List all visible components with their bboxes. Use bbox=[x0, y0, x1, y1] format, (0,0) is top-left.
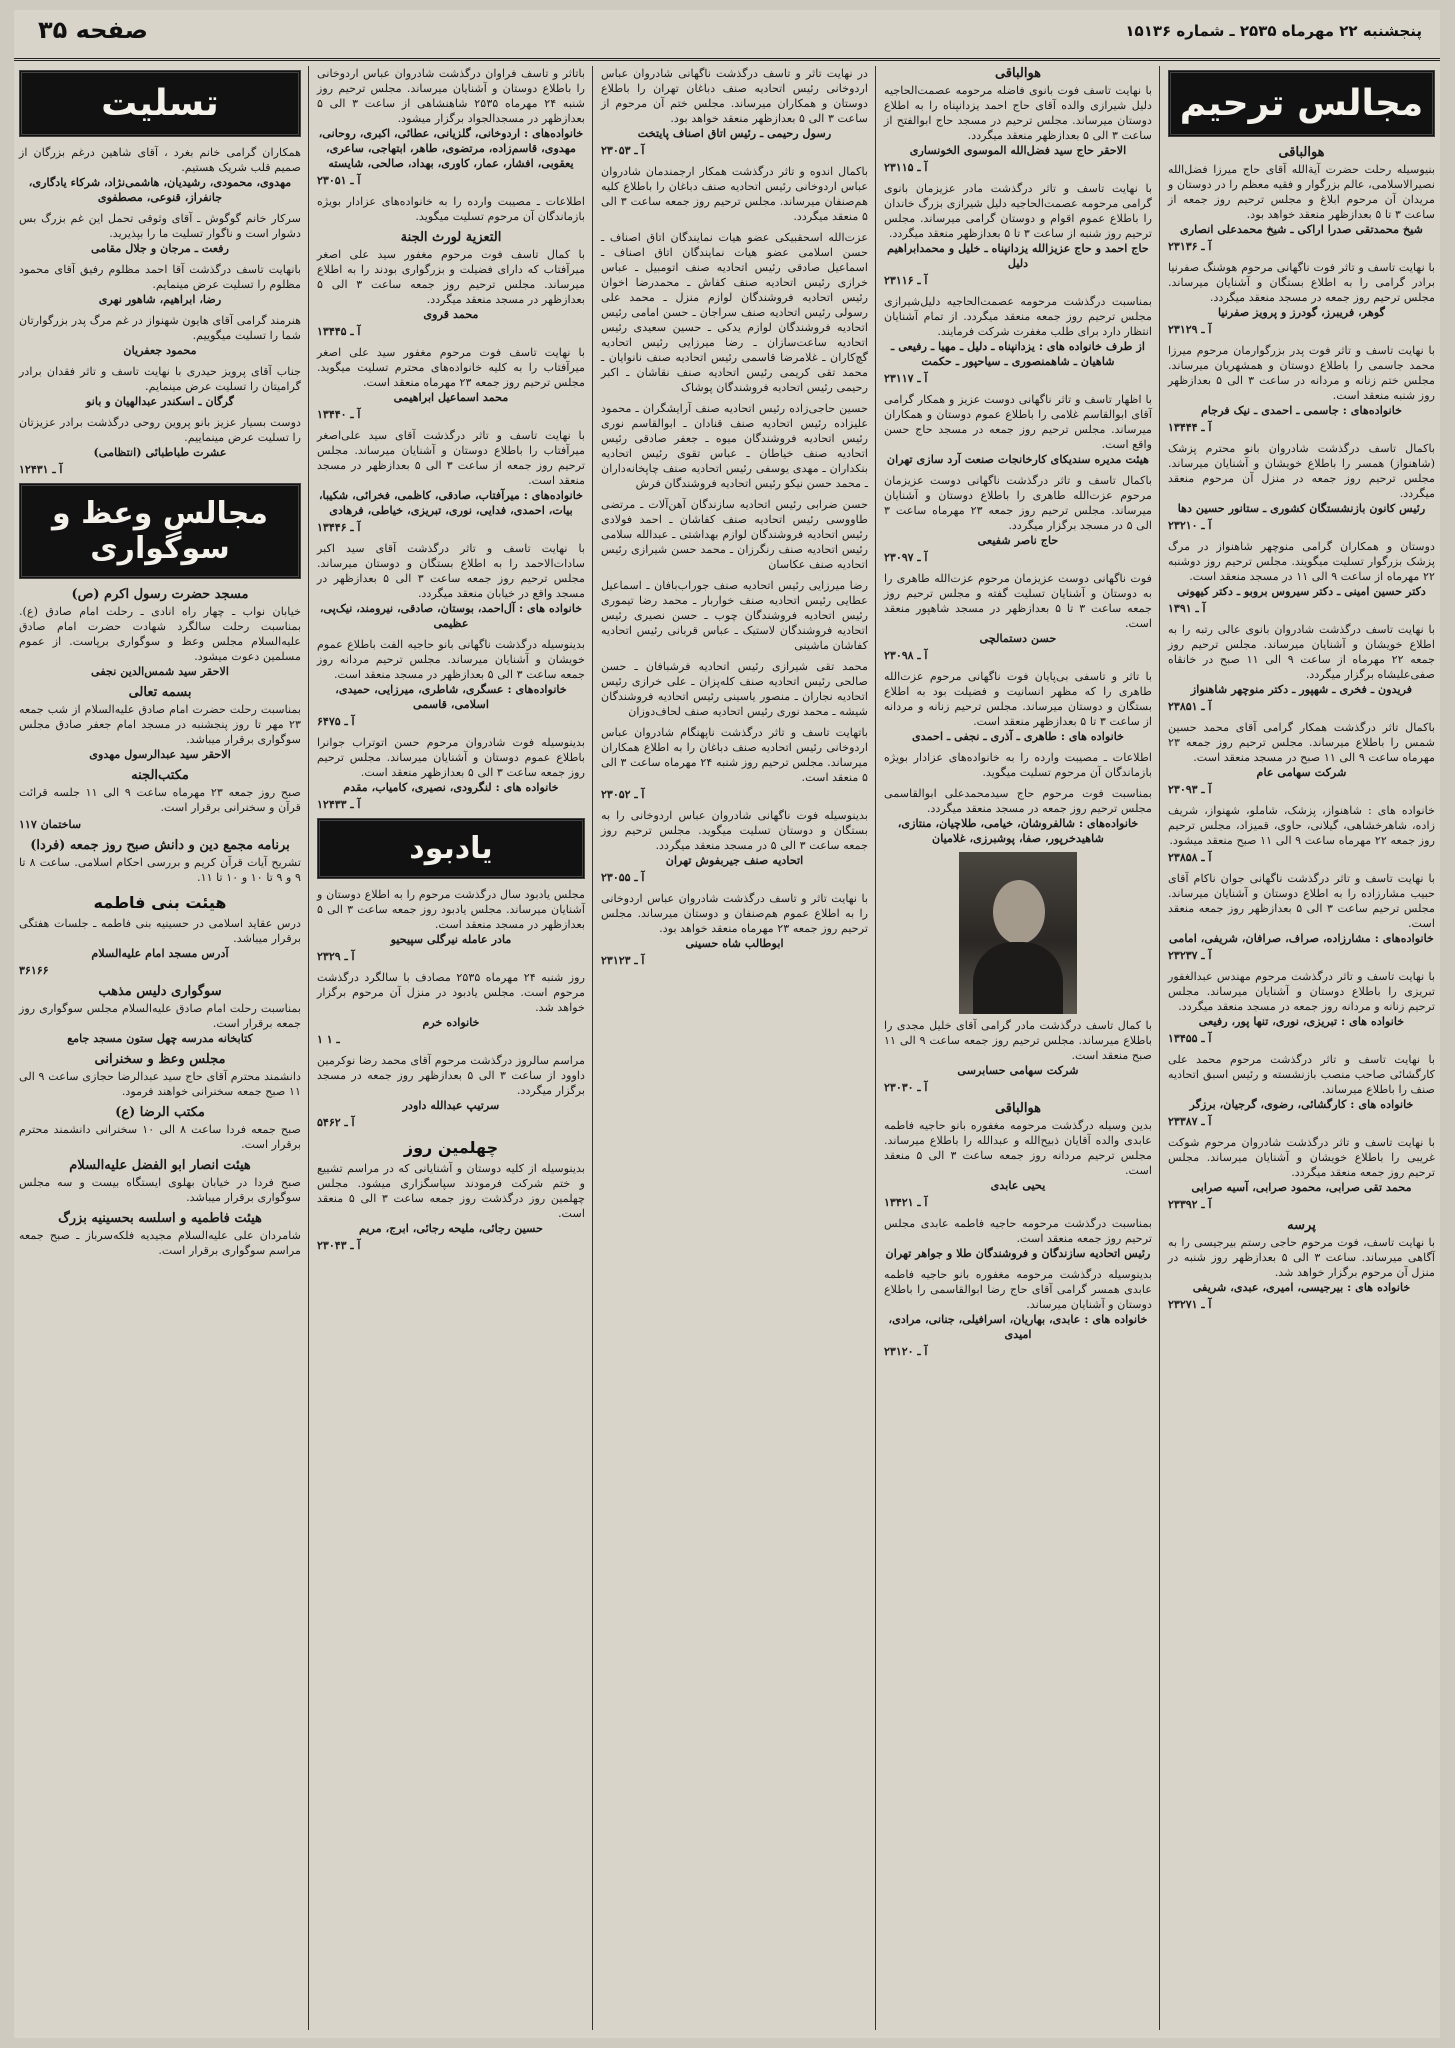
notice-block bbox=[1168, 539, 1435, 616]
notice-code: آ ـ ۲۳۱۱۵ bbox=[884, 161, 928, 174]
notice-signature: خانواده های : بیرجیسی، امیری، عبدی، شریفی bbox=[1192, 1280, 1411, 1294]
notice-signature: گرگان ـ اسکندر عبدالهیان و بانو bbox=[86, 394, 234, 408]
notice-title: التعزیة لورث الجنة bbox=[400, 230, 502, 245]
notice-text: بنیوسیله رحلت حضرت آیةالله آقای حاج میرزا فضل‌الله نصیرالاسلامی، عالم بزرگوار و فقیه معظم را در دوستان و مریدان آن مرحوم ابلاغ و مجلس ترحیم روز جمعه از ساعت ۳ تا ۵ بعدازظهر منعقد خواهد بود. bbox=[1168, 163, 1435, 221]
notice-text: محمد تقی شیرازی رئیس اتحادیه فرشبافان ـ حسن صالحی رئیس اتحادیه صنف کله‌پزان ـ علی خرازی رئیس اتحادیه نجاران ـ منصور یاسینی رئیس اتحادیه فروشندگان شیشه ـ محمد نوری رئیس اتحادیه صنف لحاف‌دوزان bbox=[601, 660, 868, 718]
notice-text: با نهایت تاسف و تاثر درگذشت آقای سید علی‌اصغر میرآفتاب را باطلاع دوستان و آشنایان میرساند. مجلس ترحیم روز جمعه از ساعت ۳ الی ۵ بعدازظهر در مسجد منعقد است. bbox=[317, 429, 585, 487]
notice-block bbox=[601, 230, 868, 395]
notice-title: هوالباقی bbox=[994, 66, 1042, 81]
notice-text: بمناسبت رحلت امام صادق علیه‌السلام مجلس سوگواری روز جمعه برقرار است. bbox=[19, 1002, 301, 1030]
notice-signature: محمود جعفریان bbox=[123, 343, 197, 357]
notice-signature: دکتر حسین امینی ـ دکتر سیروس بروبو ـ دکتر کیهونی bbox=[1177, 584, 1426, 598]
notice-text: بدینوسیله درگذشت ناگهانی بانو حاجیه الفت باطلاع عموم خویشان و آشنایان میرساند. مجلس ترحیم مردانه روز جمعه ساعت ۳ الی ۵ بعدازظهر در مسجد منعقد است. bbox=[317, 638, 585, 681]
notice-text: با نهایت تاسف فوت بانوی فاضله مرحومه عصمت‌الحاجیه دلیل شیرازی والده آقای حاج احمد یزدانپناه را به اطلاع دوستان میرساند. مجلس ترحیم در مسجد حاج ابوالفتح از ساعت ۳ الی ۵ بعدازظهر منعقد میگردد. bbox=[884, 84, 1152, 142]
notice-block bbox=[1168, 720, 1435, 797]
notice-block bbox=[884, 1018, 1152, 1095]
notice-block bbox=[884, 1216, 1152, 1261]
notice-title: بسمه تعالی bbox=[128, 685, 192, 700]
section-banner-tarhim: مجالس ترحیم bbox=[1168, 70, 1435, 137]
notice-text: با اظهار تاسف و تاثر ناگهانی دوست عزیز و همکار گرامی آقای ابوالقاسم غلامی را باطلاع عموم دوستان و همکاران میرساند. مجلس ترحیم روز جمعه در مسجد حاج حسن واقع است. bbox=[884, 393, 1152, 451]
notice-code: آ ـ ۱۳۴۵۵ bbox=[1168, 1032, 1212, 1045]
notice-block bbox=[19, 262, 301, 307]
notice-signature: محمد قروی bbox=[423, 307, 479, 321]
notice-code: آ ـ ۲۳۲۹ bbox=[317, 950, 355, 963]
notice-code: آ ـ ۲۳۰۳۰ bbox=[884, 1081, 928, 1094]
notice-signature: الاحقر حاج سید فضل‌الله الموسوی الخونساری bbox=[909, 143, 1127, 157]
notice-code: آ ـ ۲۳۰۵۳ bbox=[601, 144, 645, 157]
notice-block bbox=[601, 497, 868, 572]
notice-text: مجلس یادبود سال درگذشت مرحوم را به اطلاع دوستان و آشنایان میرساند. مجلس یادبود روز جمعه ساعت ۳ الی ۵ بعدازظهر در مسجد منعقد است. bbox=[317, 888, 585, 931]
page-header bbox=[14, 10, 1440, 61]
notice-block bbox=[601, 659, 868, 719]
notice-signature: یحیی عابدی bbox=[990, 1178, 1046, 1192]
notice-title: هیئت فاطمیه و اسلسه بحسینیه بزرگ bbox=[58, 1211, 262, 1226]
notice-block bbox=[1168, 622, 1435, 714]
notice-block bbox=[19, 1158, 301, 1205]
notice-block bbox=[317, 887, 585, 964]
notice-block bbox=[601, 725, 868, 802]
notice-code: آ ـ ۲۳۱۲۹ bbox=[1168, 323, 1212, 336]
notice-block bbox=[317, 1161, 585, 1253]
notice-title: مکتب‌الجنه bbox=[131, 768, 189, 783]
notice-code: آ ـ ۲۳۲۷۱ bbox=[1168, 1298, 1212, 1311]
notice-text: با نهایت تاسف و تاثر درگذشت شادروان مرحوم شوکت غریبی را باطلاع خویشان و آشنایان میرساند. مجلس ترحیم روز جمعه منعقد میگردد. bbox=[1168, 1136, 1435, 1179]
notice-text: دوستان و همکاران گرامی منوچهر شاهنواز در مرگ پزشک بزرگوار تسلیت میگویند. مجلس ترحیم روز دوشنبه ۲۲ مهرماه از ساعت ۹ الی ۱۱ در مسجد منعقد است. bbox=[1168, 540, 1435, 583]
notice-text: باکمال تاسف و تاثر درگذشت ناگهانی دوست عزیزمان مرحوم عزت‌الله طاهری را باطلاع دوستان و آشنایان میرساند. مجلس ترحیم روز جمعه ۲۳ مهرماه ساعت ۳ الی ۵ در مسجد برگزار میگردد. bbox=[884, 474, 1152, 532]
notice-code: آ ـ ۶۴۷۵ bbox=[317, 715, 355, 728]
notice-text: باتاثر و تاسف فراوان درگذشت شادروان عباس اردوخانی را باطلاع دوستان و آشنایان میرساند. مجلس ترحیم روز شنبه ۲۴ مهرماه ۲۵۳۵ شاهنشاهی از ساعت ۳ الی ۵ بعدازظهر در مسجدالجواد برگزار میشود. bbox=[317, 67, 585, 125]
notice-signature: حسین رجائی، ملیحه رجائی، ابرج، مریم bbox=[358, 1221, 544, 1235]
notice-signature: رضا، ابراهیم، شاهور نهری bbox=[98, 292, 222, 306]
notice-text: صبح روز جمعه ۲۳ مهرماه ساعت ۹ الی ۱۱ جلسه قرائت قرآن و سخنرانی برقرار است. bbox=[19, 786, 301, 814]
notice-signature: خانواده‌های : جاسمی ـ احمدی ـ نیک فرجام bbox=[1200, 403, 1403, 417]
notice-text: در نهایت تاثر و تاسف درگذشت ناگهانی شادروان عباس اردوخانی رئیس اتحادیه صنف دباغان تهران را باطلاع دوستان و همکاران میرساند. مجلس ختم آن مرحوم از ساعت ۳ الی ۵ بعدازظهر منعقد خواهد بود. bbox=[601, 67, 868, 125]
notice-text: جناب آقای پرویز حیدری با نهایت تاسف و تاثر فقدان برادر گرامیتان را تسلیت عرض مینمایم. bbox=[19, 365, 301, 393]
section-banner-yadbud: یادبود bbox=[317, 818, 585, 879]
notice-signature: محمد تقی صرابی، محمود صرابی، آسیه صرابی bbox=[1191, 1180, 1412, 1194]
notice-signature: کتابخانه مدرسه چهل ستون مسجد جامع bbox=[67, 1031, 253, 1045]
section-heading-chehelom: چهلمین روز bbox=[403, 1138, 499, 1157]
notice-signature: رفعت ـ مرجان و جلال مقامی bbox=[90, 241, 230, 255]
notice-text: صبح جمعه فردا ساعت ۸ الی ۱۰ سخنرانی دانشمند محترم برقرار است. bbox=[19, 1123, 302, 1151]
notice-text: درس عقاید اسلامی در حسینیه بنی فاطمه ـ جلسات هفتگی برقرار میباشد. bbox=[19, 917, 301, 945]
notice-text: با نهایت تاثر و تاسف درگذشت شادروان عباس اردوخانی را به اطلاع عموم هم‌صنفان و دوستان میرساند. مجلس ترحیم روز جمعه ۲۳ مهرماه منعقد خواهد بود. bbox=[601, 892, 868, 935]
notice-code: آ ـ ۱۳۴۴۶ bbox=[317, 521, 361, 534]
notice-text: بمناسبت فوت مرحوم حاج سیدمحمدعلی ابوالقاسمی مجلس ترحیم روز جمعه در مسجد منعقد میگردد. bbox=[884, 787, 1152, 815]
notice-block bbox=[1168, 260, 1435, 337]
notice-block bbox=[19, 685, 301, 762]
notice-signature: شرکت سهامی حسابرسی bbox=[957, 1063, 1079, 1077]
notice-block bbox=[601, 808, 868, 885]
notice-signature: حسن دستمالچی bbox=[979, 631, 1057, 645]
notice-block bbox=[884, 392, 1152, 467]
notice-signature: خانواده‌های : مشارزاده، صراف، صرافان، شریفی، امامی bbox=[1169, 931, 1434, 945]
notice-code: آ ـ ۲۳۸۵۸ bbox=[1168, 851, 1212, 864]
notice-block bbox=[19, 1211, 301, 1258]
notice-text: با نهایت تاسف و تاثر درگذشت آقای سید اکبر سادات‌الاحمد را به اطلاع بستگان و دوستان میرساند. مجلس ترحیم روز جمعه ساعت ۳ الی ۵ بعدازظهر در مسجد واقع در خیابان منعقد میگردد. bbox=[317, 542, 585, 600]
notice-text: با نهایت تاسف و تاثر درگذشت مرحوم مهندس عبدالغفور تبریزی را باطلاع دوستان و آشنایان میرساند. مجلس ترحیم زنانه و مردانه روز جمعه در مسجد منعقد میگردد. bbox=[1168, 970, 1435, 1013]
notice-signature: خانواده های : آل‌احمد، بوستان، صادقی، نیرومند، نیک‌پی، عظیمی bbox=[319, 601, 583, 630]
notice-text: دوست بسیار عزیز بانو پروین روحی درگذشت برادر عزیزتان را تسلیت عرض مینماییم. bbox=[19, 416, 301, 444]
notice-text: با نهایت تاسف، فوت مرحوم حاجی رستم بیرجیسی را به آگاهی میرساند. ساعت ۳ الی ۵ بعدازظهر روز شنبه در منزل آن مرحوم برگزار خواهد شد. bbox=[1168, 1236, 1435, 1279]
notice-code: ساختمان ۱۱۷ bbox=[19, 818, 82, 831]
notice-block bbox=[601, 164, 868, 224]
notice-text: حسین حاجی‌زاده رئیس اتحادیه صنف آرایشگران ـ محمود علیزاده رئیس اتحادیه صنف قنادان ـ ابوالقاسم نوری رئیس اتحادیه فروشندگان میوه ـ جعفر صادقی رئیس اتحادیه صنف خیاطان ـ عباس تقوی رئیس اتحادیه بنکداران ـ مهدی یوسفی رئیس اتحادیه صنف چاپخانه‌داران ـ محمد حسن نیکو رئیس اتحادیه فروشندگان فرش bbox=[601, 402, 868, 490]
notice-title: هیئت انصار ابو الفضل علیه‌السلام bbox=[69, 1158, 251, 1173]
notice-text: با نهایت تاسف و تاثر درگذشت ناگهانی جوان ناکام آقای حبیب مشارزاده را به اطلاع دوستان و آشنایان میرساند. مجلس ترحیم ساعت ۳ الی ۵ بعدازظهر روز جمعه منعقد است. bbox=[1168, 872, 1435, 930]
notice-block bbox=[317, 541, 585, 631]
notice-text: بدینوسیله فوت شادروان مرحوم حسن اتوتراب جوانرا باطلاع عموم دوستان و آشنایان میرساند. مجلس ترحیم روز جمعه ساعت ۳ الی ۵ بعدازظهر منعقد است. bbox=[317, 736, 585, 779]
notice-code: آ ـ ۲۳۲۱۰ bbox=[1168, 519, 1212, 532]
notice-block bbox=[317, 428, 585, 535]
notice-block bbox=[884, 571, 1152, 663]
notice-code: آ ـ ۱۲۴۳۱ bbox=[19, 463, 63, 476]
notice-text: سرکار خانم گوگوش ـ آقای وثوقی تحمل این غم بزرگ بس دشوار است و ناگوار تسلیت ما را بپذیرید. bbox=[19, 212, 301, 240]
notice-block bbox=[1168, 1135, 1435, 1212]
notice-block bbox=[1168, 803, 1435, 865]
notice-signature: خانواده های : تبریزی، نوری، تنها پور، رفیعی bbox=[1198, 1014, 1405, 1028]
notice-code: آ ـ ۲۳۰۵۱ bbox=[317, 174, 361, 187]
notice-block bbox=[884, 66, 1152, 175]
notice-block bbox=[884, 1101, 1152, 1210]
notice-signature: خانواده‌های : میرآفتاب، صادقی، کاظمی، فخرائی، شکیبا، بیات، احمدی، فدایی، نوری، تبریزی، خیاطی، فرهادی bbox=[318, 488, 584, 517]
notice-signature: خانواده های : عابدی، بهاریان، اسرافیلی، جنانی، مرادی، امیدی bbox=[888, 1312, 1148, 1341]
notice-code: آ ـ ۵۴۶۲ bbox=[317, 1116, 355, 1129]
notice-code: آ ـ ۲۳۰۴۳ bbox=[317, 1239, 361, 1252]
notice-signature: عشرت طباطبائی (انتظامی) bbox=[93, 445, 227, 459]
notice-block bbox=[1168, 145, 1435, 254]
notice-text: بمناسبت درگذشت مرحومه عصمت‌الحاجیه دلیل‌شیرازی مجلس ترحیم روز جمعه منعقد میگردد. از تمام آشنایان انتظار دارد برای طلب مغفرت شرکت فرمایند. bbox=[884, 295, 1152, 338]
notice-text: رضا میرزایی رئیس اتحادیه صنف جوراب‌بافان ـ اسماعیل عطایی رئیس اتحادیه صنف خواربار ـ محمد رضا تیموری رئیس اتحادیه فروشندگان چوب ـ حسن نصیری رئیس اتحادیه فروشندگان لاستیک ـ عباس قربانی رئیس اتحادیه کفاشان ماشینی bbox=[601, 579, 868, 652]
notice-signature: رسول رحیمی ـ رئیس اتاق اصناف پایتخت bbox=[637, 126, 832, 140]
notice-title: پرسه bbox=[1287, 1218, 1316, 1233]
notice-signature: رئیس اتحادیه سازندگان و فروشندگان طلا و جواهر تهران bbox=[885, 1246, 1151, 1260]
notice-block bbox=[884, 1267, 1152, 1359]
notice-block bbox=[19, 838, 301, 885]
notice-signature: فریدون ـ فخری ـ شهپور ـ دکتر منوچهر شاهنواز bbox=[1190, 682, 1413, 696]
page-number: صفحه ۳۵ bbox=[38, 16, 148, 44]
notice-code: آ ـ ۲۳۳۸۷ bbox=[1168, 1115, 1212, 1128]
notice-block bbox=[19, 1105, 301, 1152]
column-2 bbox=[879, 66, 1157, 2030]
notice-block bbox=[1168, 871, 1435, 963]
notice-signature: خانواده های : کارگشائی، رضوی، گرجیان، برزگر bbox=[1189, 1097, 1414, 1111]
notice-block bbox=[19, 916, 301, 978]
notice-block bbox=[317, 345, 585, 422]
notice-text: با نهایت تاسف و تاثر درگذشت مرحوم محمد علی کارگشائی صاحب منصب بازنشسته و رئیس اسبق اتحادیه صنف را باطلاع میرساند. bbox=[1168, 1053, 1435, 1096]
notice-text: بدینوسیله از کلیه دوستان و آشنایانی که در مراسم تشییع و ختم شرکت فرمودند سپاسگزاری میشود. مجلس چهلمین روز درگذشت روز جمعه ساعت ۳ الی ۵ منعقد است. bbox=[317, 1162, 585, 1220]
notice-block bbox=[601, 401, 868, 491]
notice-code: ۳۶۱۶۶ bbox=[19, 964, 49, 977]
section-banner-vaz: مجالس وعظ و سوگواری bbox=[19, 483, 301, 579]
notice-signature: خانواده های : لنگرودی، نصیری، کامیاب، مقدم bbox=[343, 780, 559, 794]
notice-text: هنرمند گرامی آقای هایون شهنواز در غم مرگ پدر بزرگوارتان شما را تسلیت میگوییم. bbox=[19, 314, 301, 342]
issue-date: پنجشنبه ۲۲ مهرماه ۲۵۳۵ ـ شماره ۱۵۱۳۶ bbox=[1125, 22, 1422, 40]
notice-block bbox=[19, 415, 301, 477]
notice-code: آ ـ ۲۳۰۹۷ bbox=[884, 551, 928, 564]
notice-text: بدین وسیله درگذشت مرحومه مغفوره بانو حاجیه فاطمه عابدی والده آقایان ذبیح‌الله و عبدالله را باطلاع میرساند. مجلس ترحیم مردانه روز جمعه ساعت ۳ الی ۵ منعقد است. bbox=[884, 1119, 1152, 1177]
notice-signature: خانواده خرم bbox=[422, 1015, 480, 1029]
notice-block bbox=[19, 211, 301, 256]
notice-block bbox=[317, 194, 585, 224]
notice-block bbox=[317, 66, 585, 188]
notice-text: شامردان علی علیه‌السلام مجیدیه فلکه‌سرباز ـ صبح جمعه مراسم سوگواری برقرار است. bbox=[19, 1229, 301, 1257]
notice-block bbox=[1168, 441, 1435, 533]
notice-signature: گوهر، فریبرز، گودرز و پرویز صفرنیا bbox=[1218, 305, 1385, 319]
notice-block bbox=[1168, 969, 1435, 1046]
notice-code: آ ـ ۱۳۴۴۰ bbox=[317, 408, 361, 421]
notice-text: بدینوسیله فوت ناگهانی شادروان عباس اردوخانی را به بستگان و دوستان تسلیت میگوید. مجلس ترحیم روز جمعه ساعت ۳ الی ۵ در مسجد منعقد میگردد. bbox=[601, 809, 868, 852]
notice-signature: حاج ناصر شفیعی bbox=[977, 533, 1059, 547]
notice-code: آ ـ ۲۳۰۵۲ bbox=[601, 788, 645, 801]
notice-block bbox=[317, 230, 585, 339]
notice-block bbox=[19, 145, 301, 205]
column-1 bbox=[1163, 66, 1440, 2030]
notice-text: با نهایت تاسف فوت مرحوم مغفور سید علی اصغر میرآفتاب را به کلیه خانواده‌های محترم تسلیت میگوید. مجلس ترحیم روز جمعه ۲۳ مهرماه منعقد است. bbox=[317, 346, 585, 389]
notice-signature: خانواده‌های : اردوخانی، گلزیانی، عطائی، اکبری، روحانی، مهدوی، قاسم‌زاده، مرتضوی، طاهر، ابتهاجی، ساعری، یعقوبی، افشار، عمار، کاوری، بهداد، صالحی، شایسته bbox=[318, 126, 584, 170]
notice-block bbox=[884, 669, 1152, 744]
notice-block bbox=[317, 637, 585, 729]
notice-text: باکمال تاسف درگذشت شادروان بانو محترم پزشک (شاهنواز) همسر را باطلاع خویشان و آشنایان میرساند. مجلس ترحیم روز جمعه در منزل آن مرحوم منعقد میگردد. bbox=[1168, 442, 1435, 500]
notice-signature: مادر عامله نیرگلی سپیحیو bbox=[390, 932, 512, 946]
column-5 bbox=[14, 66, 306, 2030]
notice-code: آ ـ ۲۳۱۱۷ bbox=[884, 372, 928, 385]
notice-block bbox=[884, 750, 1152, 780]
notice-block bbox=[884, 181, 1152, 288]
notice-signature: سرتیپ عبدالله داودر bbox=[402, 1098, 500, 1112]
notice-block bbox=[19, 364, 301, 409]
notice-block bbox=[884, 294, 1152, 386]
notice-text: باتهایت تاسف و تاثر درگذشت ناپهنگام شادروان عباس اردوخانی رئیس اتحادیه صنف دباغان را به اطلاع همکاران میرساند. مجلس ترحیم روز شنبه ۲۴ مهرماه ساعت ۳ الی ۵ منعقد است. bbox=[601, 726, 869, 784]
portrait-photo bbox=[959, 852, 1077, 1014]
notice-block bbox=[19, 984, 301, 1046]
notice-text: با نهایت تاسف درگذشت شادروان بانوی عالی رتبه را به اطلاع خویشان و آشنایان میرساند. مجلس ترحیم روز جمعه ۲۲ مهرماه از ساعت ۹ الی ۱۱ صبح در خانقاه صفی‌علیشاه برگزار میگردد. bbox=[1168, 623, 1435, 681]
notice-code: ۱ ـ ۱ bbox=[317, 1033, 340, 1046]
notice-block bbox=[1168, 1052, 1435, 1129]
notice-signature: آدرس مسجد امام علیه‌السلام bbox=[91, 946, 229, 960]
notice-text: همکاران گرامی خانم بغرد ، آقای شاهین درغم بزرگان از صمیم قلب شریک هستیم. bbox=[19, 146, 301, 174]
notice-code: آ ـ ۲۳۱۱۶ bbox=[884, 274, 928, 287]
notice-block bbox=[19, 313, 301, 358]
newspaper-page bbox=[14, 10, 1440, 2038]
notice-text: خانواده های : شاهنواز، پزشک، شاملو، شهنواز، شریف زاده، شاهرخشاهی، گیلانی، حاوی، قمیزاد، مجلس ترحیم روز جمعه ۲۲ مهرماه ساعت ۹ الی ۱۱ صبح منعقد میشود. bbox=[1168, 804, 1435, 847]
notice-signature: الاحقر سید عبدالرسول مهدوی bbox=[89, 747, 231, 761]
notice-code: آ ـ ۲۳۳۹۲ bbox=[1168, 1198, 1212, 1211]
notice-text: فوت ناگهانی دوست عزیزمان مرحوم عزت‌الله طاهری را به دوستان و آشنایان تسلیت گفته و مجلس ترحیم روز جمعه ساعت ۳ تا ۵ بعدازظهر در مسجد شاهپور منعقد است. bbox=[884, 572, 1152, 630]
notice-text: با تاثر و تاسفی بی‌پایان فوت ناگهانی مرحوم عزت‌الله طاهری را که مظهر انسانیت و فضیلت بود به اطلاع بستگان و دوستان میرساند. مجلس ترحیم زنانه و مردانه از ساعت ۳ تا ۵ بعدازظهر منعقد است. bbox=[884, 670, 1152, 728]
notice-text: بمناسبت درگذشت مرحومه حاجیه فاطمه عابدی مجلس ترحیم روز جمعه منعقد است. bbox=[884, 1217, 1152, 1245]
notice-block bbox=[317, 735, 585, 812]
notice-signature: حاج احمد و حاج عزیزالله یزدانپناه ـ خلیل و محمدابراهیم دلیل bbox=[887, 241, 1149, 270]
notice-code: آ ـ ۱۳۴۴۴ bbox=[1168, 421, 1212, 434]
notice-text: با نهایت تاسف و تاثر درگذشت مادر عزیزمان بانوی گرامی مرحومه عصمت‌الحاجیه دلیل شیرازی بزرگ خاندان را باطلاع عموم اقوام و دوستان گرامی میرساند. مجلس ترحیم روز شنبه از ساعت ۳ تا ۵ بعدازظهر منعقد میگردد. bbox=[884, 182, 1152, 240]
notice-block bbox=[601, 66, 868, 158]
notice-title: مجلس وعظ و سخنرانی bbox=[94, 1052, 226, 1067]
notice-block bbox=[884, 786, 1152, 846]
column-4 bbox=[312, 66, 590, 2030]
notice-code: آ ـ ۲۳۰۹۸ bbox=[884, 649, 928, 662]
notice-signature: هیئت مدیره سندیکای کارخانجات صنعت آرد سازی تهران bbox=[886, 452, 1150, 466]
notice-signature: از طرف خانواده های : یزدانپناه ـ دلیل ـ مهیا ـ رفیعی ـ شاهیان ـ شاهمنصوری ـ سیاحپور ـ حکمت bbox=[891, 339, 1145, 368]
notice-signature: مهدوی، محمودی، رشیدیان، هاشمی‌نژاد، شرکاء یادگاری، جانفراز، قنوعی، مصطفوی bbox=[28, 175, 292, 204]
notice-signature: شیخ محمدتقی صدرا اراکی ـ شیخ محمدعلی انصاری bbox=[1179, 222, 1424, 236]
notice-title: مکتب الرضا (ع) bbox=[115, 1105, 205, 1120]
notice-text: باکمال اندوه و تاثر درگذشت همکار ارجمندمان شادروان عباس اردوخانی رئیس اتحادیه صنف دباغان را باطلاع کلیه هم‌صنفان میرساند. مجلس ترحیم روز جمعه ساعت ۳ الی ۵ منعقد میگردد. bbox=[601, 165, 868, 223]
notice-code: آ ـ ۲۳۱۲۳ bbox=[601, 954, 645, 967]
notice-block bbox=[317, 970, 585, 1047]
notice-code: آ ـ ۲۳۲۳۷ bbox=[1168, 949, 1212, 962]
notice-text: با کمال تاسف فوت مرحوم مغفور سید علی اصغر میرآفتاب که دارای فضیلت و بزرگواری بودند را به اطلاع میرساند. مجلس ترحیم روز جمعه ساعت ۳ الی ۵ بعدازظهر در مسجد منعقد میگردد. bbox=[317, 248, 585, 306]
notice-text: بدینوسیله درگذشت مرحومه مغفوره بانو حاجیه فاطمه عابدی همسر گرامی آقای حاج رضا ابوالقاسمی را باطلاع دوستان و آشنایان میرساند. bbox=[884, 1268, 1152, 1311]
notice-block bbox=[601, 891, 868, 968]
notice-text: دانشمند محترم آقای حاج سید عبدالرضا حجازی ساعت ۹ الی ۱۱ صبح جمعه سخنرانی خواهند فرمود. bbox=[19, 1070, 302, 1098]
notice-code: آ ـ ۲۳۱۳۶ bbox=[1168, 240, 1212, 253]
column-3 bbox=[596, 66, 873, 2030]
notice-text: بمناسبت رحلت حضرت امام صادق علیه‌السلام از شب جمعه ۲۳ مهر تا روز پنجشنبه در مسجد امام جعفر صادق مجلس سوگواری برقرار میباشد. bbox=[19, 703, 301, 746]
notice-text: اطلاعات ـ مصیبت وارده را به خانواده‌های عزادار بویژه بازماندگان آن مرحوم تسلیت میگوید. bbox=[317, 195, 585, 223]
notice-signature: شرکت سهامی عام bbox=[1256, 765, 1347, 779]
notice-signature: خانواده‌های : عسگری، شاطری، میرزایی، حمیدی، اسلامی، قاسمی bbox=[335, 682, 567, 711]
notice-signature: رئیس کانون بازنشستگان کشوری ـ ستانور حسین دها bbox=[1177, 501, 1426, 515]
notice-block bbox=[19, 1052, 301, 1099]
notice-signature: الاحقر سید شمس‌الدین نجفی bbox=[91, 664, 229, 678]
notice-text: حسن ضرابی رئیس اتحادیه سازندگان آهن‌آلات ـ مرتضی طاووسی رئیس اتحادیه صنف کفاشان ـ احمد فولادی رئیس اتحادیه فروشندگان لوازم بهداشتی ـ عبدالله سلامی رئیس اتحادیه صنف رنگرزان ـ محمد حسن شیرازی رئیس اتحادیه صنف عکاسان bbox=[601, 498, 868, 571]
notice-text: اطلاعات ـ مصیبت وارده را به خانواده‌های عزادار بویژه بازماندگان آن مرحوم تسلیت میگوید. bbox=[884, 751, 1152, 779]
notice-block bbox=[1168, 1218, 1435, 1312]
notice-block bbox=[317, 1053, 585, 1130]
notice-text: خیابان نواب ـ چهار راه انادی ـ رحلت امام صادق (ع). بمناسبت رحلت سالگرد شهادت حضرت امام صادق علیه‌السلام مجلس وعظ و سوگواری برپاست. از عموم مسلمین دعوت میشود. bbox=[19, 605, 301, 663]
notice-block bbox=[1168, 343, 1435, 435]
notice-text: صبح فردا در خیابان بهلوی ایستگاه بیست و سه مجلس سوگواری برقرار میباشد. bbox=[19, 1176, 301, 1204]
notice-code: آ ـ ۱۳۴۴۵ bbox=[317, 325, 361, 338]
notice-text: با کمال تاسف درگذشت مادر گرامی آقای خلیل مجدی را باطلاع میرساند. مجلس ترحیم روز جمعه ساعت ۹ الی ۱۱ صبح منعقد است. bbox=[884, 1019, 1152, 1062]
notice-code: آ ـ ۲۳۸۵۱ bbox=[1168, 700, 1212, 713]
notice-code: آ ـ ۲۳۱۲۰ bbox=[884, 1345, 928, 1358]
notice-text: با نهایت تاسف و تاثر فوت ناگهانی مرحوم هوشنگ صفرنیا برادر گرامی را به اطلاع بستگان و آشنایان میرساند. مجلس ترحیم روز جمعه در مسجد منعقد میگردد. bbox=[1168, 261, 1435, 304]
notice-code: آ ـ ۲۳۰۹۳ bbox=[1168, 783, 1212, 796]
notice-text: با نهایت تاسف و تاثر فوت پدر بزرگوارمان مرحوم میرزا محمد جاسمی را باطلاع دوستان و همشهریان میرساند. مجلس ختم زنانه و مردانه در ساعت ۳ الی ۵ بعدازظهر روز شنبه منعقد است. bbox=[1168, 344, 1435, 402]
notice-code: آ ـ ۱۲۴۳۳ bbox=[317, 798, 361, 811]
notice-code: آ ـ ۱۳۴۲۱ bbox=[884, 1196, 928, 1209]
notice-signature: محمد اسماعیل ابراهیمی bbox=[393, 390, 509, 404]
section-banner-tasliyat: تسلیت bbox=[19, 70, 301, 137]
notice-block bbox=[19, 587, 301, 679]
notice-block bbox=[19, 768, 301, 832]
notice-title: هوالباقی bbox=[1278, 145, 1325, 160]
notice-signature: ابوطالب شاه حسینی bbox=[685, 936, 784, 950]
notice-block bbox=[884, 473, 1152, 565]
notice-text: مراسم سالروز درگذشت مرحوم آقای محمد رضا نوکرمین داوود از ساعت ۳ الی ۵ بعدازظهر روز جمعه در مسجد برگزار میگردد. bbox=[317, 1054, 585, 1097]
notice-text: روز شنبه ۲۴ مهرماه ۲۵۳۵ مصادف با سالگرد درگذشت مرحوم است. مجلس یادبود در منزل آن مرحوم برگزار خواهد شد. bbox=[317, 971, 585, 1014]
notice-title: مسجد حضرت رسول اکرم (ص) bbox=[71, 587, 249, 602]
notice-signature: اتحادیه صنف جیربفوش تهران bbox=[665, 853, 804, 867]
notice-text: بانهایت تاسف درگذشت آقا احمد مظلوم رفیق آقای محمود مظلوم را تسلیت عرض مینمایم. bbox=[19, 263, 301, 291]
notice-title: برنامه مجمع دین و دانش صبح روز جمعه (فردا) bbox=[30, 838, 290, 853]
section-heading-bani-fatemeh: هیئت بنی فاطمه bbox=[93, 893, 227, 912]
notice-text: عزت‌الله اسحقبیکی عضو هیات نمایندگان اتاق اصناف ـ حسن اسلامی عضو هیات نمایندگان اتاق اصناف ـ اسماعیل صادقی رئیس اتحادیه صنف اتومبیل ـ عباس خرازی رئیس اتحادیه صنف کفاش ـ محمدرضا اخوان رئیس اتحادیه فروشندگان لوازم منزل ـ محمد علی رسولی رئیس اتحادیه صنف سراجان ـ حسن امامی رئیس اتحادیه فروشندگان لوازم یدکی ـ حسین سعیدی رئیس اتحادیه ساعت‌سازان ـ رضا میرزایی رئیس اتحادیه گچ‌کاران ـ غلامرضا قاسمی رئیس اتحادیه صنف نانوایان ـ محمد تقی کریمی رئیس اتحادیه صنف نقاشان ـ اکبر رحیمی رئیس اتحادیه فروشندگان پوشاک bbox=[601, 231, 868, 394]
notice-signature: خانواده‌های : شالفروشان، خیامی، طلاچیان، منتازی، شاهیدخرپور، صفا، پوشبرزی، غلامیان bbox=[897, 816, 1139, 845]
notice-code: آ ـ ۱۳۹۱ bbox=[1168, 602, 1206, 615]
notice-title: هوالباقی bbox=[994, 1101, 1042, 1116]
notice-code: آ ـ ۲۳۰۵۵ bbox=[601, 871, 645, 884]
notice-title: سوگواری دلیس مذهب bbox=[98, 984, 222, 999]
notice-signature: خانواده های : طاهری ـ آذری ـ نجفی ـ احمدی bbox=[911, 729, 1125, 743]
notice-text: تشریح آیات قرآن کریم و بررسی احکام اسلامی. ساعت ۸ تا ۹ و ۹ تا ۱۰ و ۱۰ تا ۱۱. bbox=[19, 856, 301, 884]
notice-text: باکمال تاثر درگذشت همکار گرامی آقای محمد حسین شمس را باطلاع میرساند. مجلس ترحیم روز جمعه ۲۳ مهرماه ساعت ۹ الی ۱۱ صبح در مسجد منعقد است. bbox=[1168, 721, 1435, 764]
notice-block bbox=[601, 578, 868, 653]
